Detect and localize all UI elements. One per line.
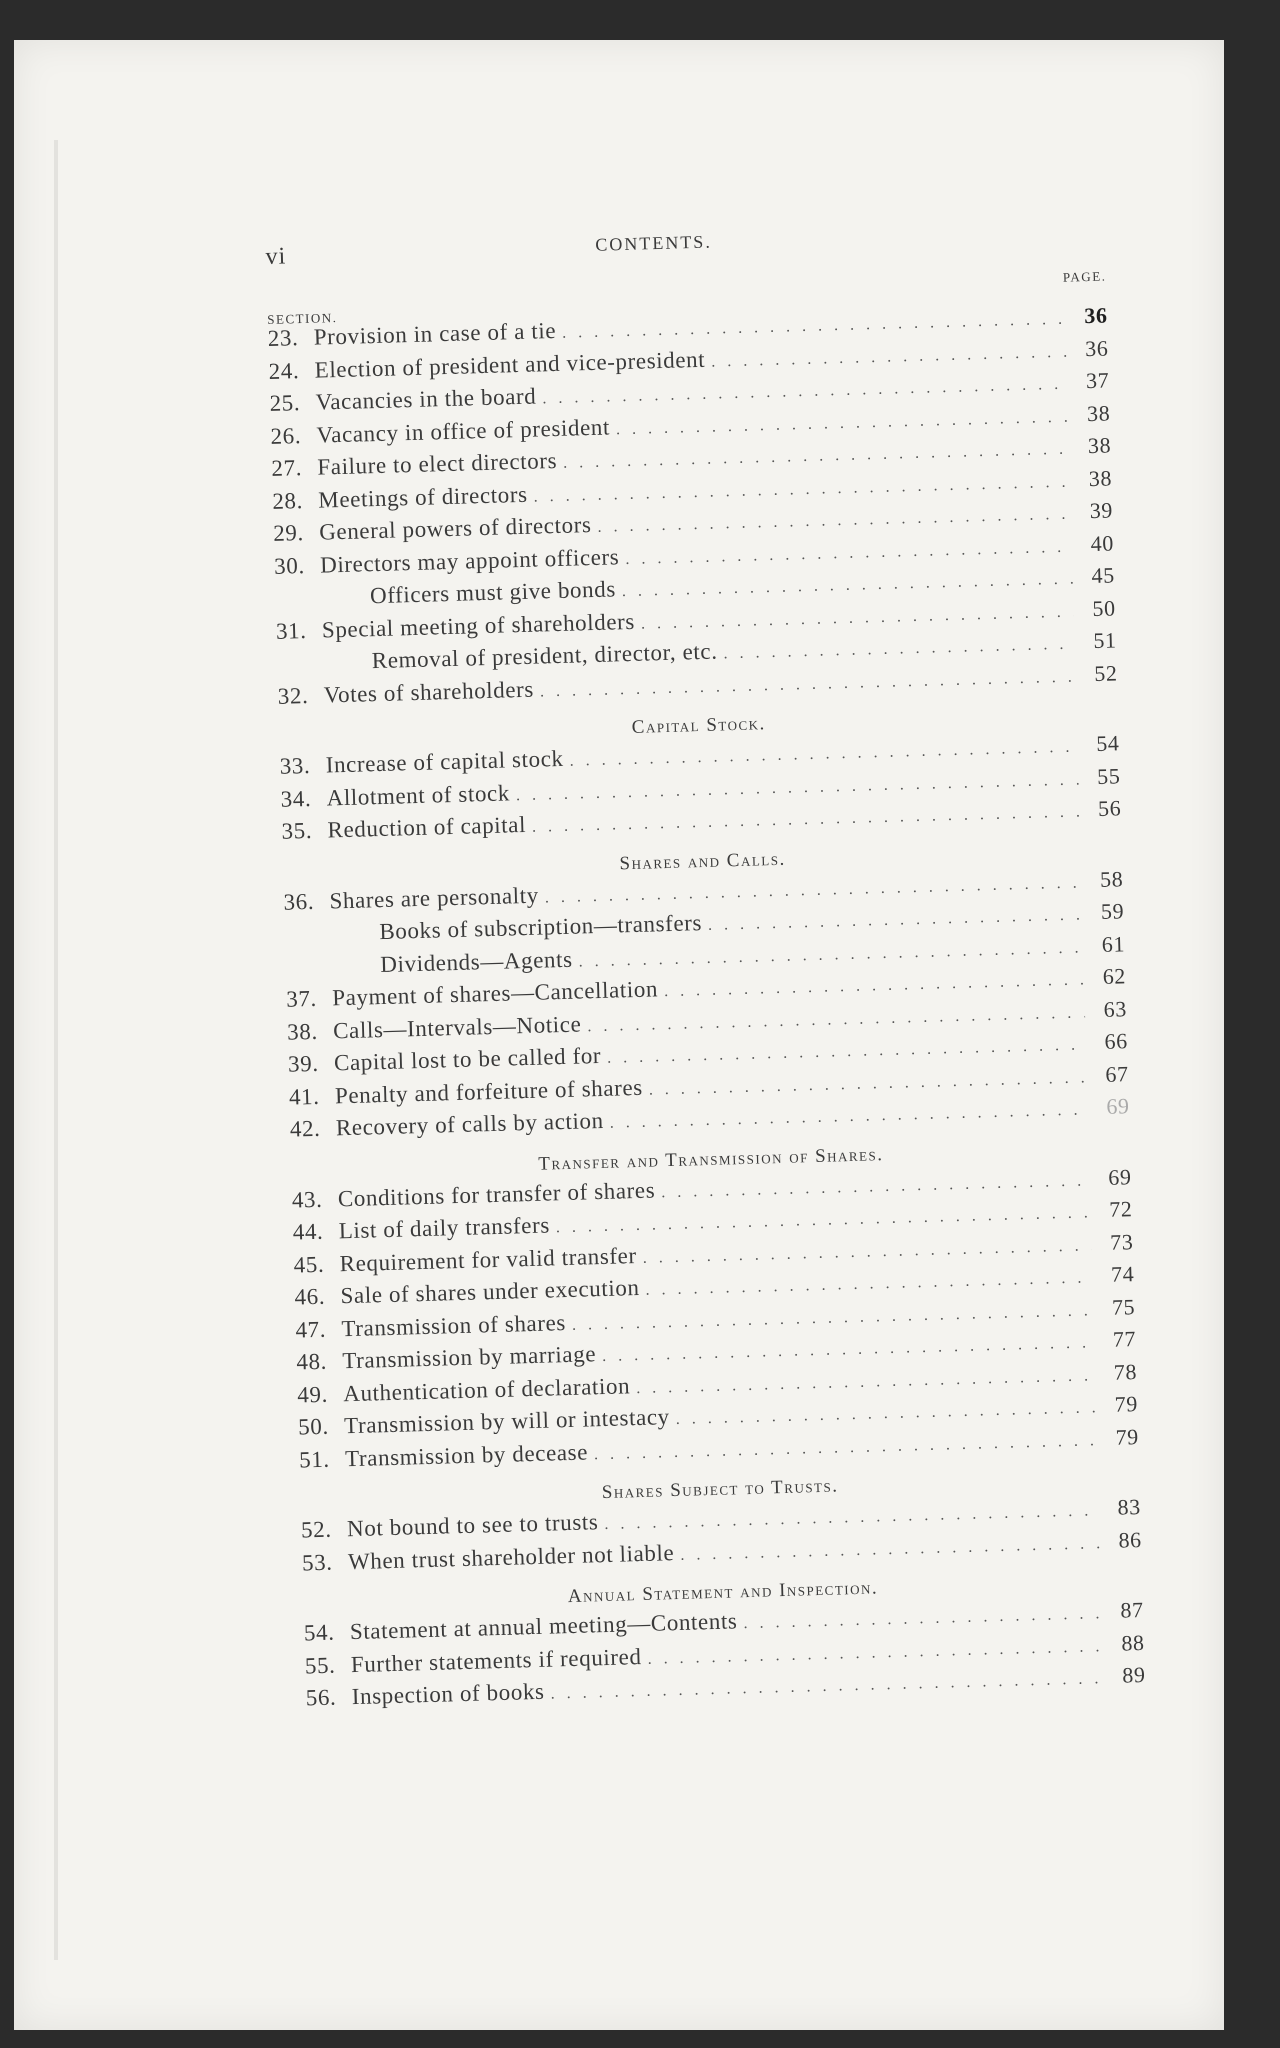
section-number: 45. bbox=[293, 1251, 325, 1278]
entry-title: Special meeting of shareholders bbox=[321, 608, 636, 643]
entry-title: Penalty and forfeiture of shares bbox=[334, 1074, 644, 1108]
section-number: 34. bbox=[280, 785, 312, 812]
section-number: 29. bbox=[272, 520, 305, 546]
entry-title: Transmission by decease bbox=[344, 1438, 589, 1471]
dot-leader bbox=[661, 1172, 1090, 1202]
section-number: 28. bbox=[271, 487, 304, 514]
page-reference: 39 bbox=[1089, 497, 1114, 524]
section-number: 44. bbox=[292, 1218, 324, 1245]
entry-title: Increase of capital stock bbox=[325, 745, 564, 778]
entry-title: Meetings of directors bbox=[317, 481, 528, 513]
entry-title: Authentication of declaration bbox=[342, 1372, 631, 1406]
dot-leader bbox=[711, 343, 1067, 371]
entry-title: Not bound to see to trusts bbox=[346, 1509, 599, 1542]
section-number: 48. bbox=[296, 1348, 328, 1375]
section-heading: Transfer and Transmission of Shares. bbox=[538, 1143, 884, 1175]
contents-block bbox=[265, 215, 1146, 1718]
entry-title: Allotment of stock bbox=[326, 779, 511, 810]
dot-leader bbox=[625, 538, 1072, 568]
dot-leader bbox=[642, 1237, 1091, 1268]
page-reference: 40 bbox=[1090, 529, 1115, 556]
entry-title: When trust shareholder not liable bbox=[347, 1539, 675, 1574]
section-number: 30. bbox=[273, 552, 306, 579]
dot-leader bbox=[723, 636, 1075, 664]
dot-leader bbox=[636, 1367, 1095, 1398]
page-reference: 69 bbox=[1107, 1163, 1132, 1190]
section-number: 32. bbox=[277, 682, 309, 709]
toc-entries bbox=[267, 303, 1146, 1718]
page-column-label: PAGE. bbox=[1062, 268, 1107, 285]
section-number: 49. bbox=[296, 1381, 329, 1408]
page-reference: 72 bbox=[1108, 1196, 1133, 1222]
section-number: 37. bbox=[285, 985, 318, 1012]
section-number: 42. bbox=[289, 1115, 321, 1142]
entry-title: Removal of president, director, etc. bbox=[371, 638, 718, 674]
section-heading: Shares Subject to Trusts. bbox=[601, 1475, 839, 1504]
section-number: 47. bbox=[295, 1316, 327, 1343]
section-number bbox=[277, 668, 372, 671]
dot-leader bbox=[743, 1605, 1102, 1633]
dot-leader bbox=[647, 1638, 1103, 1669]
entry-title: Payment of shares—Cancellation bbox=[331, 976, 659, 1011]
page-reference: 50 bbox=[1092, 594, 1116, 621]
dot-leader bbox=[616, 408, 1069, 439]
section-number: 33. bbox=[279, 752, 311, 779]
dot-leader bbox=[641, 603, 1074, 633]
entry-title: Transmission of shares bbox=[341, 1309, 567, 1341]
page-reference: 89 bbox=[1121, 1661, 1146, 1688]
page-edge-shadow bbox=[54, 140, 58, 1960]
dot-leader bbox=[649, 1069, 1087, 1099]
page-reference: 38 bbox=[1086, 399, 1111, 426]
entry-title: Transmission by will or intestacy bbox=[343, 1404, 671, 1439]
page-reference: 78 bbox=[1113, 1358, 1138, 1385]
page-reference: 36 bbox=[1083, 302, 1108, 329]
section-number: 50. bbox=[297, 1413, 330, 1440]
dot-leader bbox=[708, 906, 1083, 934]
entry-title: Directors may appoint officers bbox=[319, 543, 620, 578]
section-number: 36. bbox=[283, 888, 315, 915]
page-reference: 38 bbox=[1088, 464, 1113, 491]
section-number: 38. bbox=[286, 1018, 319, 1045]
entry-title: Recovery of calls by action bbox=[335, 1107, 604, 1141]
page-reference: 38 bbox=[1087, 432, 1112, 459]
page-reference: 61 bbox=[1101, 930, 1126, 957]
page-reference: 79 bbox=[1114, 1391, 1139, 1417]
entry-title: Dividends—Agents bbox=[379, 946, 573, 977]
entry-title: Vacancies in the board bbox=[315, 383, 537, 415]
entry-title: List of daily transfers bbox=[338, 1212, 551, 1244]
entry-title: Provision in case of a tie bbox=[313, 317, 557, 350]
page-reference: 63 bbox=[1103, 995, 1128, 1022]
section-number bbox=[286, 972, 381, 975]
page-reference: 37 bbox=[1085, 367, 1110, 394]
section-number: 27. bbox=[271, 455, 303, 481]
entry-title: Sale of shares under execution bbox=[340, 1274, 640, 1309]
page-reference: 66 bbox=[1104, 1028, 1129, 1054]
entry-title: Requirement for valid transfer bbox=[339, 1242, 637, 1276]
section-number: 52. bbox=[300, 1516, 332, 1543]
entry-title: Election of president and vice-president bbox=[314, 346, 706, 383]
page-reference: 86 bbox=[1118, 1526, 1143, 1553]
dot-leader bbox=[622, 571, 1073, 602]
dot-leader bbox=[664, 971, 1084, 1001]
page-reference: 58 bbox=[1099, 865, 1124, 892]
page-reference: 52 bbox=[1093, 659, 1118, 686]
page-reference: 74 bbox=[1110, 1261, 1135, 1287]
entry-title: Calls—Intervals—Notice bbox=[332, 1010, 582, 1043]
page-reference: 51 bbox=[1093, 627, 1117, 654]
entry-title: General powers of directors bbox=[318, 512, 592, 545]
section-number: 26. bbox=[270, 422, 302, 449]
entry-title: Further statements if required bbox=[350, 1643, 642, 1677]
entry-title: Officers must give bonds bbox=[369, 576, 617, 609]
page-reference: 45 bbox=[1091, 562, 1116, 589]
section-number: 31. bbox=[275, 617, 307, 644]
page-number: vi bbox=[265, 243, 287, 270]
entry-title: Inspection of books bbox=[351, 1678, 545, 1710]
section-number: 41. bbox=[288, 1083, 320, 1110]
page-reference: 69 bbox=[1106, 1093, 1130, 1119]
page-reference: 55 bbox=[1096, 762, 1121, 789]
section-number: 54. bbox=[303, 1619, 335, 1646]
entry-title: Conditions for transfer of shares bbox=[337, 1176, 656, 1211]
section-number: 25. bbox=[269, 390, 301, 416]
page-reference: 87 bbox=[1120, 1597, 1144, 1623]
section-number: 23. bbox=[267, 325, 299, 351]
section-heading: Capital Stock. bbox=[631, 713, 767, 738]
section-number: 56. bbox=[305, 1684, 337, 1711]
section-column-label: SECTION. bbox=[267, 310, 338, 327]
entry-title: Reduction of capital bbox=[327, 811, 527, 843]
entry-title: Votes of shareholders bbox=[323, 676, 535, 708]
section-number: 43. bbox=[291, 1186, 323, 1213]
entry-title: Capital lost to be called for bbox=[333, 1042, 602, 1076]
page-reference: 62 bbox=[1102, 963, 1127, 989]
page-reference: 83 bbox=[1117, 1494, 1142, 1520]
dot-leader bbox=[680, 1535, 1100, 1565]
entry-title: Failure to elect directors bbox=[317, 447, 558, 480]
section-number: 35. bbox=[281, 817, 313, 844]
entry-title: Books of subscription—transfers bbox=[379, 910, 703, 945]
page-reference: 36 bbox=[1084, 334, 1109, 361]
entry-title: Vacancy in office of president bbox=[316, 413, 611, 448]
entry-title: Transmission by marriage bbox=[342, 1341, 597, 1374]
page-reference: 54 bbox=[1095, 730, 1120, 756]
page-reference: 67 bbox=[1105, 1060, 1130, 1087]
page-reference: 59 bbox=[1100, 898, 1125, 924]
section-number: 46. bbox=[294, 1283, 326, 1310]
section-number: 24. bbox=[268, 357, 300, 384]
entry-title: Statement at annual meeting—Contents bbox=[349, 1608, 738, 1645]
section-number bbox=[275, 603, 370, 606]
section-number bbox=[285, 939, 380, 942]
page-reference: 73 bbox=[1109, 1228, 1134, 1255]
entry-title: Shares are personalty bbox=[329, 882, 540, 913]
section-number: 53. bbox=[301, 1549, 333, 1575]
section-number: 39. bbox=[287, 1050, 319, 1077]
page-reference: 79 bbox=[1115, 1423, 1140, 1450]
running-title: CONTENTS. bbox=[595, 231, 713, 255]
page-reference: 75 bbox=[1111, 1293, 1136, 1320]
section-number: 51. bbox=[298, 1446, 331, 1473]
dot-leader bbox=[676, 1399, 1097, 1429]
section-number: 55. bbox=[304, 1652, 336, 1678]
page-reference: 56 bbox=[1097, 795, 1122, 821]
page-reference: 77 bbox=[1112, 1326, 1137, 1352]
page-reference: 88 bbox=[1121, 1629, 1145, 1656]
dot-leader bbox=[645, 1269, 1092, 1299]
section-heading: Shares and Calls. bbox=[619, 848, 786, 874]
section-heading: Annual Statement and Inspection. bbox=[567, 1577, 879, 1608]
